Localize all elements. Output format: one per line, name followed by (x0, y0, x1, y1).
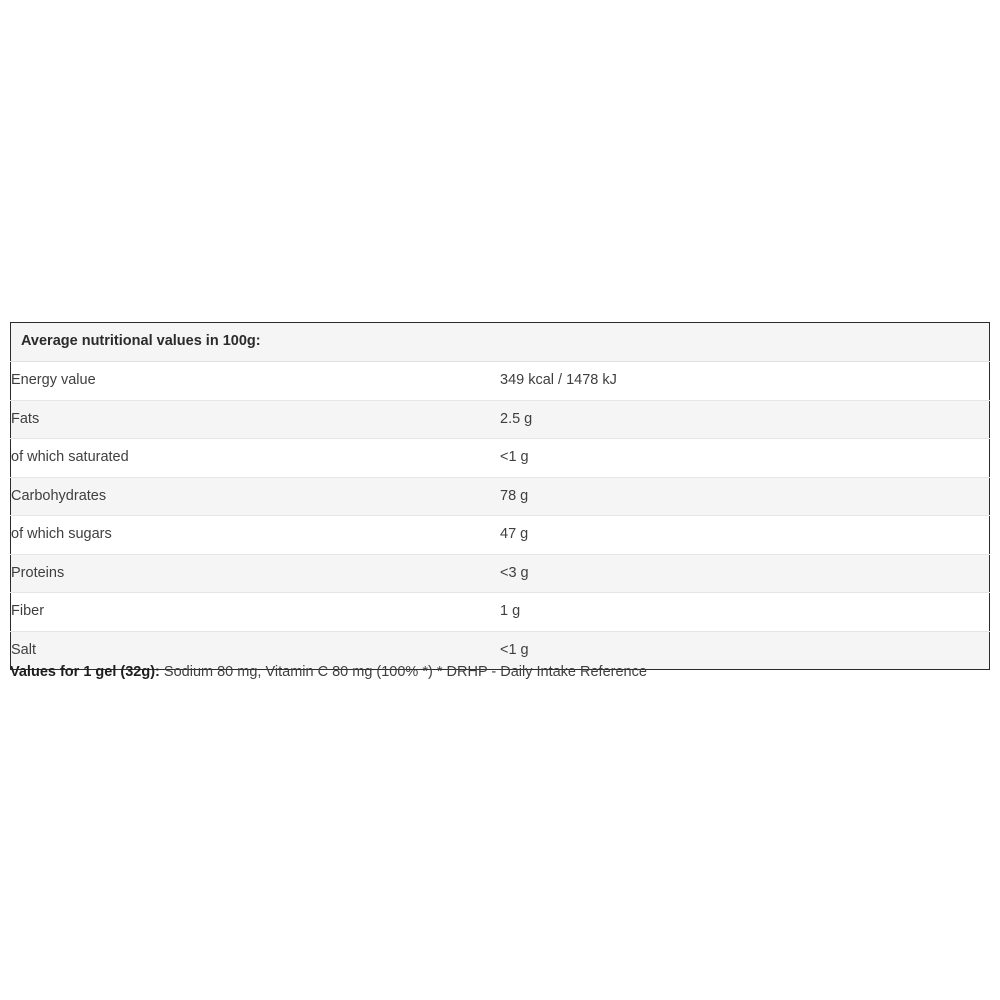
nutrition-table-body (11, 362, 990, 670)
table-header-label: Average nutritional values in 100g: (11, 323, 990, 362)
nutrition-table-block (10, 322, 990, 670)
row-value: <1 g (500, 439, 990, 478)
row-label: Fats (11, 400, 501, 439)
row-value: <3 g (500, 554, 990, 593)
table-row (11, 554, 990, 593)
row-label: Carbohydrates (11, 477, 501, 516)
row-value: <1 g (500, 631, 990, 670)
table-row (11, 439, 990, 478)
row-label: Energy value (11, 362, 501, 401)
footnote-strong: Values for 1 gel (32g): (10, 664, 160, 680)
nutrition-table (10, 322, 990, 670)
nutrition-table-head (11, 323, 990, 362)
nutrition-footnote (10, 663, 990, 682)
row-label: Proteins (11, 554, 501, 593)
row-value: 78 g (500, 477, 990, 516)
row-label: Fiber (11, 593, 501, 632)
table-row (11, 593, 990, 632)
table-row (11, 362, 990, 401)
row-label: of which sugars (11, 516, 501, 555)
footnote-text: Sodium 80 mg, Vitamin C 80 mg (100% *) * DRHP - Daily Intake Reference (159, 664, 647, 680)
row-label: Salt (11, 631, 501, 670)
row-value: 1 g (500, 593, 990, 632)
row-value: 349 kcal / 1478 kJ (500, 362, 990, 401)
row-value: 2.5 g (500, 400, 990, 439)
table-row (11, 477, 990, 516)
row-label: of which saturated (11, 439, 501, 478)
row-value: 47 g (500, 516, 990, 555)
table-row (11, 516, 990, 555)
table-row (11, 400, 990, 439)
table-header-row (11, 323, 990, 362)
